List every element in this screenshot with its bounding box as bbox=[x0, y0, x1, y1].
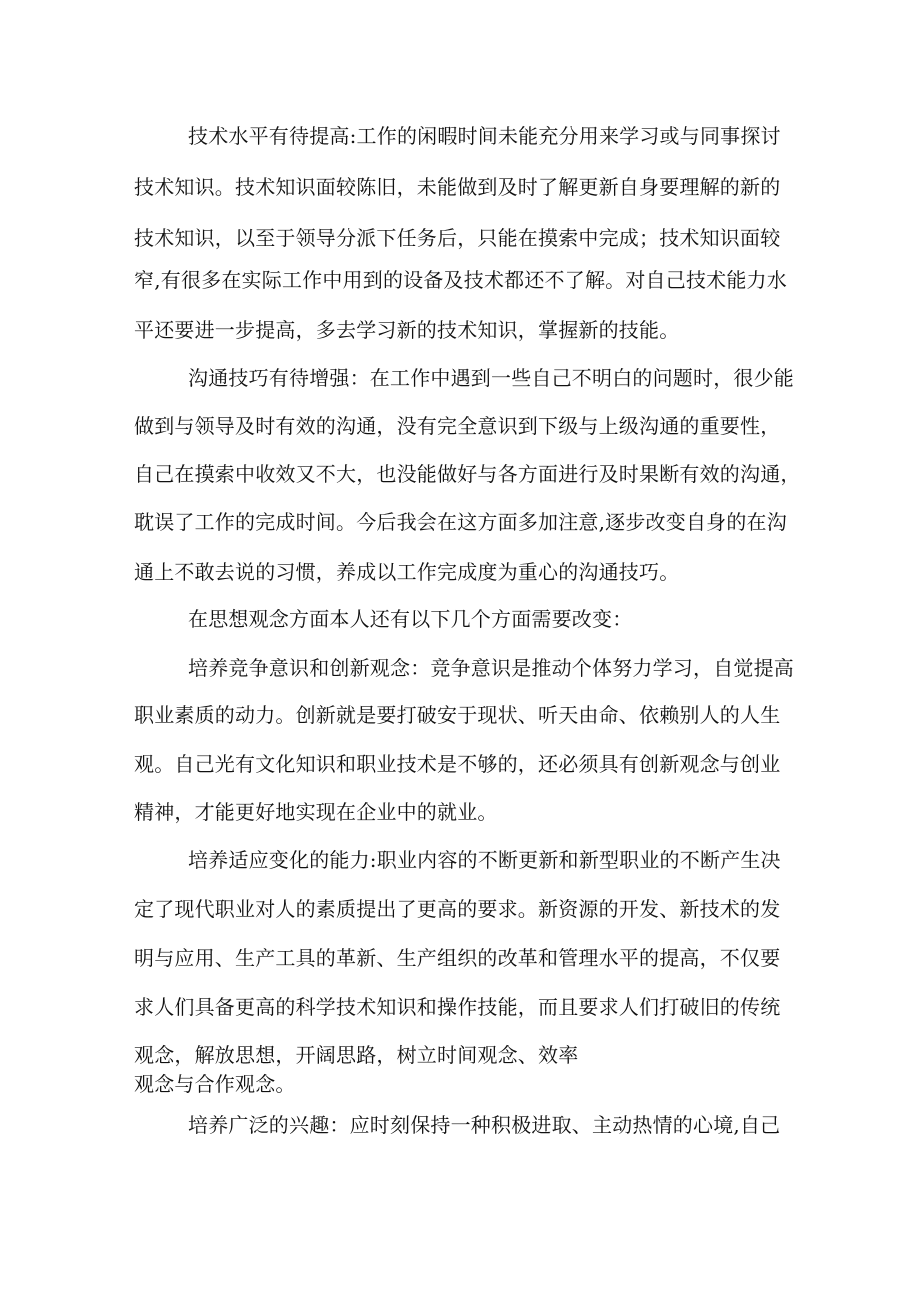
text-line: 观。自己光有文化知识和职业技术是不够的，还必须具有创新观念与创业 bbox=[134, 752, 781, 776]
text-line: 求人们具备更高的科学技术知识和操作技能，而且要求人们打破旧的传统 bbox=[134, 995, 781, 1019]
text-line: 观念与合作观念。 bbox=[134, 1072, 296, 1096]
text-line: 耽误了工作的完成时间。今后我会在这方面多加注意,逐步改变自身的在沟 bbox=[134, 510, 787, 534]
text-line: 定了现代职业对人的素质提出了更高的要求。新资源的开发、新技术的发 bbox=[134, 897, 781, 921]
text-line: 平还要进一步提高，多去学习新的技术知识，掌握新的技能。 bbox=[134, 318, 680, 342]
text-line: 技术知识。技术知识面较陈旧，未能做到及时了解更新自身要理解的新的 bbox=[134, 175, 781, 199]
text-line: 技术水平有待提高:工作的闲暇时间未能充分用来学习或与同事探讨 bbox=[188, 124, 781, 148]
text-line: 培养竞争意识和创新观念：竞争意识是推动个体努力学习，自觉提高 bbox=[188, 656, 794, 680]
text-line: 精神，才能更好地实现在企业中的就业。 bbox=[134, 800, 498, 824]
text-line: 职业素质的动力。创新就是要打破安于现状、听天由命、依赖别人的人生 bbox=[134, 703, 781, 727]
text-line: 自己在摸索中收效又不大，也没能做好与各方面进行及时果断有效的沟通， bbox=[134, 462, 801, 486]
text-line: 在思想观念方面本人还有以下几个方面需要改变： bbox=[188, 607, 633, 631]
text-line: 观念，解放思想，开阔思路，树立时间观念、效率 bbox=[134, 1043, 579, 1067]
text-line: 培养适应变化的能力:职业内容的不断更新和新型职业的不断产生决 bbox=[188, 848, 781, 872]
text-line: 明与应用、生产工具的革新、生产组织的改革和管理水平的提高，不仅要 bbox=[134, 946, 781, 970]
text-line: 通上不敢去说的习惯，养成以工作完成度为重心的沟通技巧。 bbox=[134, 560, 680, 584]
text-line: 窄,有很多在实际工作中用到的设备及技术都还不了解。对自己技术能力水 bbox=[134, 268, 787, 292]
text-line: 做到与领导及时有效的沟通，没有完全意识到下级与上级沟通的重要性， bbox=[134, 414, 781, 438]
text-line: 技术知识，以至于领导分派下任务后，只能在摸索中完成；技术知识面较 bbox=[134, 226, 781, 250]
text-line: 培养广泛的兴趣：应时刻保持一种积极进取、主动热情的心境,自己 bbox=[188, 1113, 781, 1137]
text-line: 沟通技巧有待增强：在工作中遇到一些自己不明白的问题时，很少能 bbox=[188, 366, 794, 390]
